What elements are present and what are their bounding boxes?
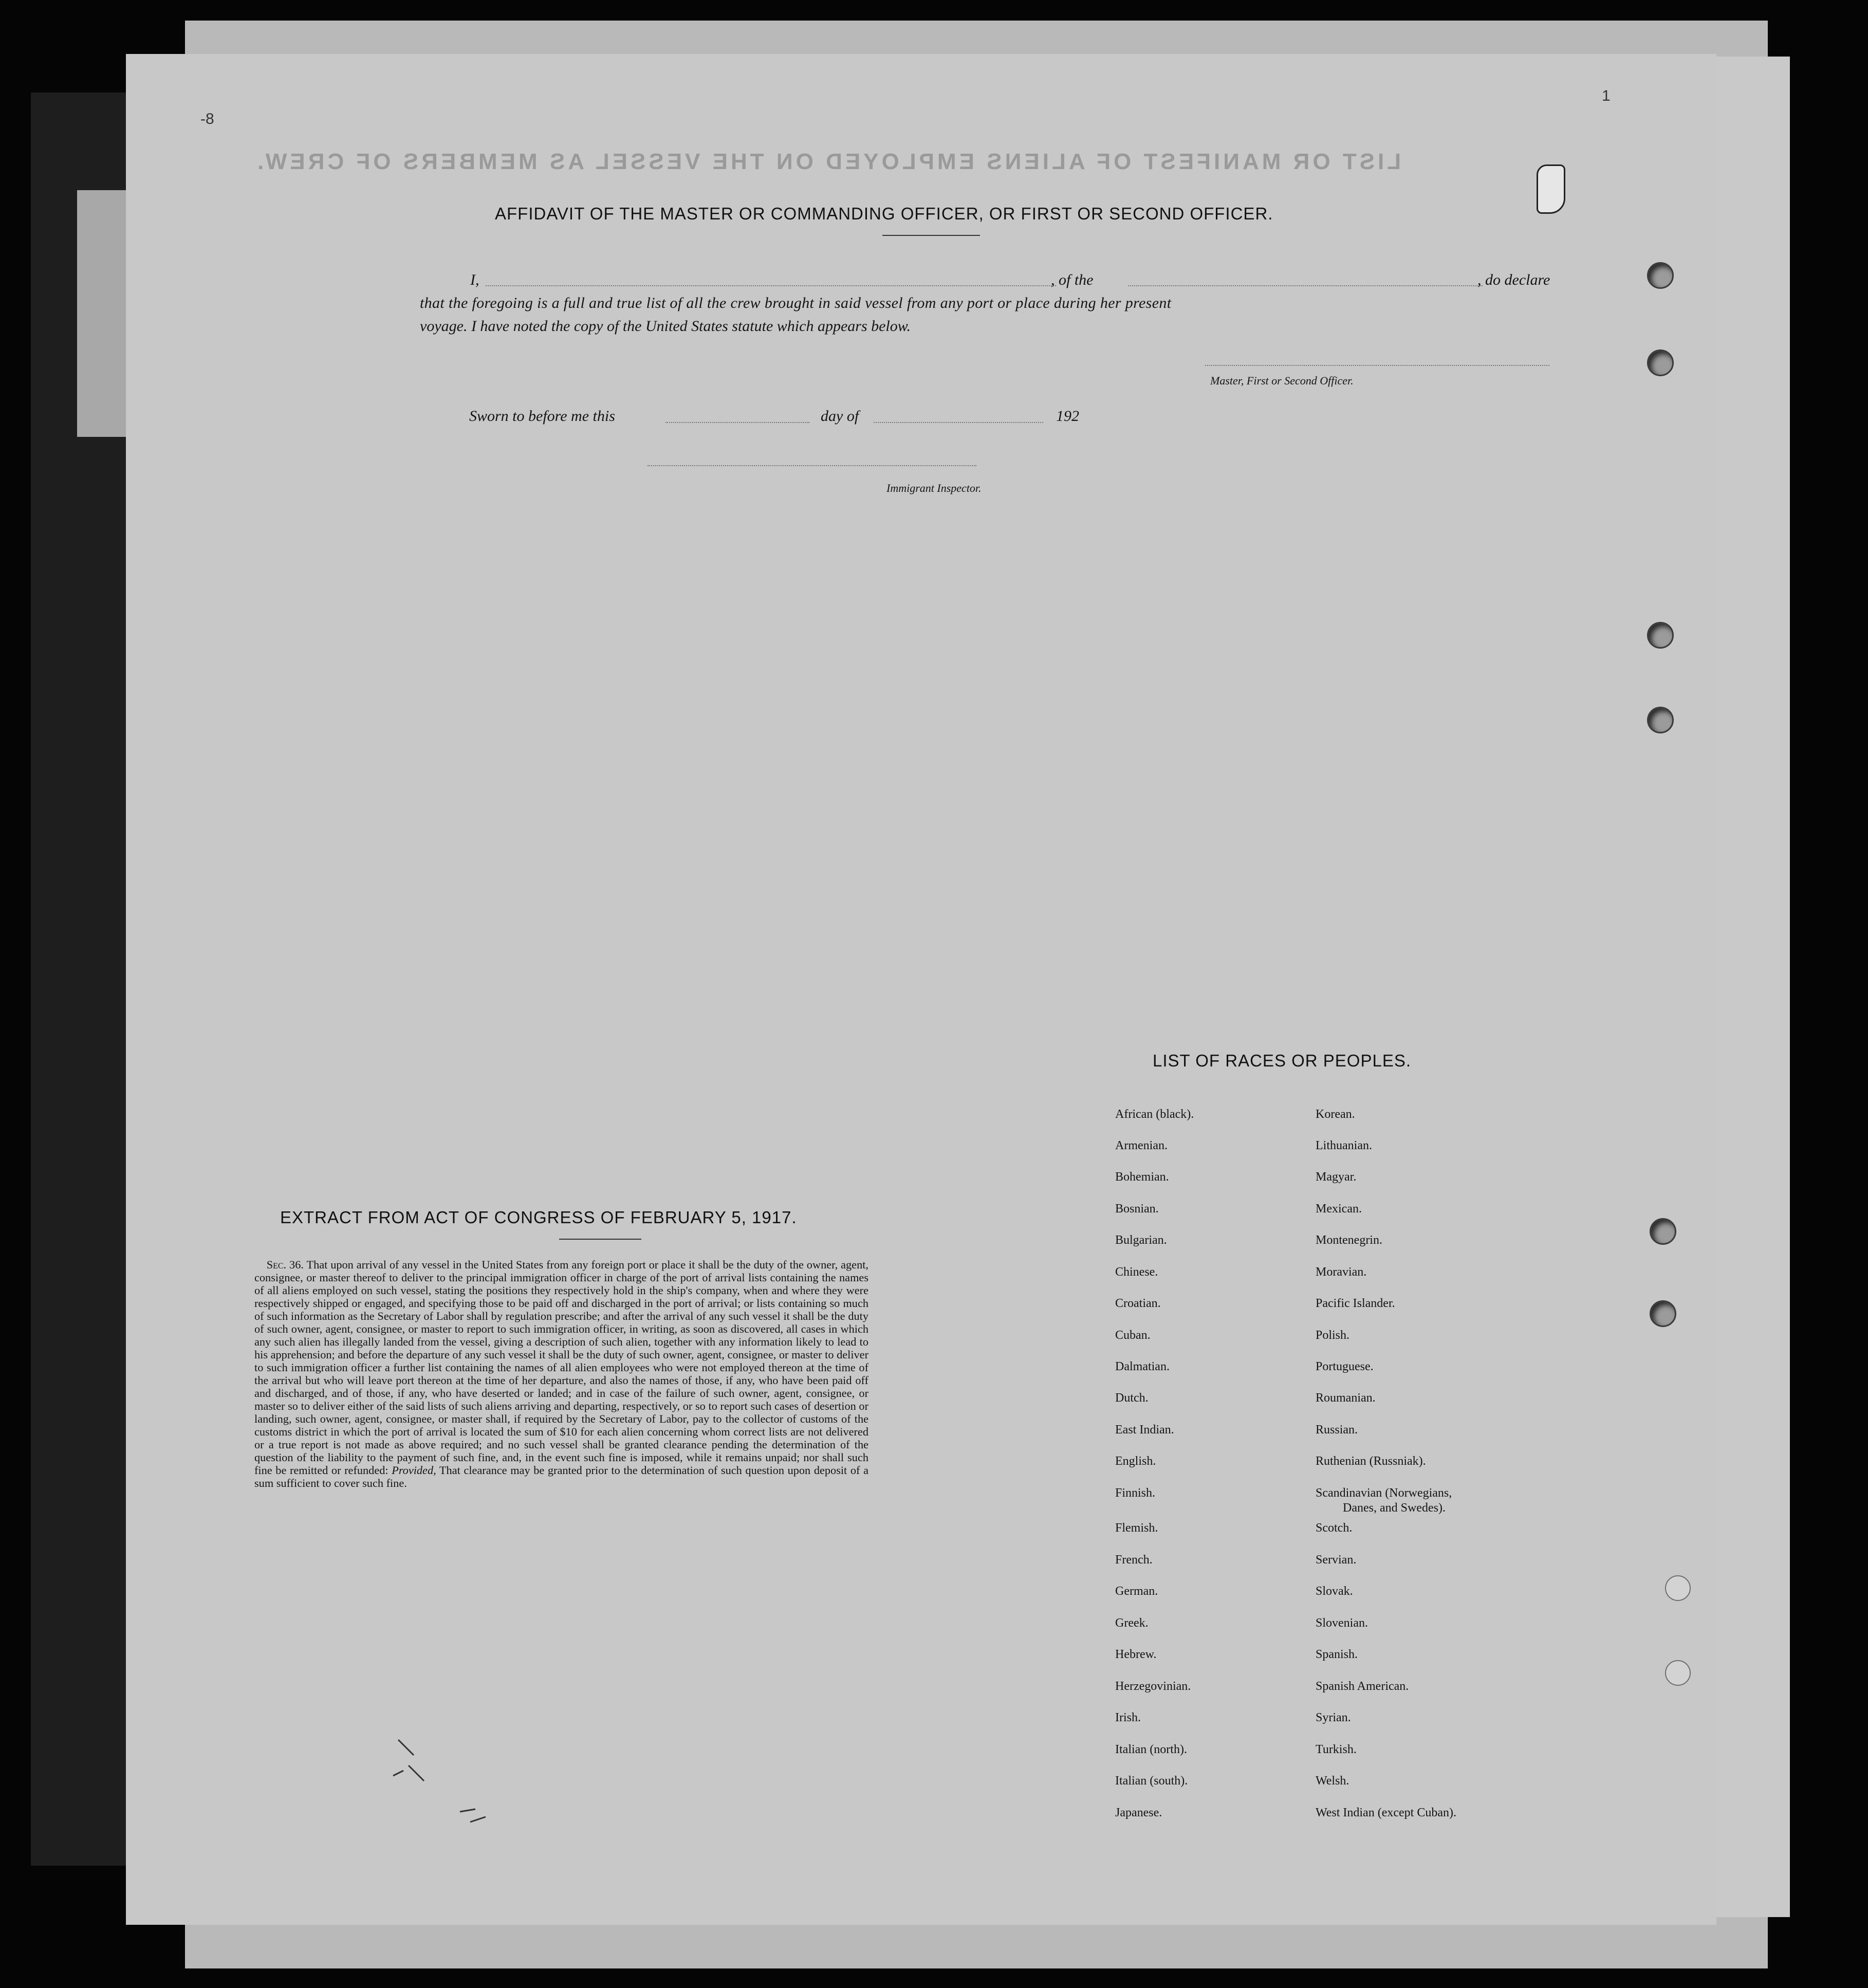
race-item: Greek. [1115,1616,1149,1630]
left-adjacent-page-strip [77,190,128,437]
extract-heading: EXTRACT FROM ACT OF CONGRESS OF FEBRUARY 5, 1917. [280,1208,797,1227]
race-item: Pacific Islander. [1316,1297,1395,1310]
day-of-text: day of [821,408,859,425]
torn-corner-mark [1537,164,1565,214]
races-heading: LIST OF RACES OR PEOPLES. [1153,1051,1412,1070]
declarant-prefix: I, [470,271,479,288]
race-item: Korean. [1316,1108,1355,1121]
race-item: Spanish American. [1316,1680,1409,1693]
race-item: Spanish. [1316,1648,1358,1661]
race-item: Irish. [1115,1711,1141,1724]
race-item: East Indian. [1115,1423,1174,1437]
declaration-line-2: that the foregoing is a full and true list of all the crew brought in said vessel from any port or place during her present [420,294,1172,311]
extract-heading-rule [559,1239,641,1240]
declaration-line-3: voyage. I have noted the copy of the United States statute which appears below. [420,318,911,335]
sworn-month-blank [874,422,1043,423]
race-item: Magyar. [1316,1170,1357,1184]
race-item: Armenian. [1115,1139,1168,1152]
race-item: Ruthenian (Russniak). [1316,1455,1426,1468]
manifest-page [126,54,1716,1925]
race-item: Scotch. [1316,1521,1353,1535]
punch-hole-icon [1665,1660,1691,1686]
punch-hole-icon [1647,262,1674,289]
race-item: Portuguese. [1316,1360,1374,1373]
race-item: Croatian. [1115,1297,1161,1310]
affidavit-heading: AFFIDAVIT OF THE MASTER OR COMMANDING OFFICER, OR FIRST OR SECOND OFFICER. [495,204,1273,223]
punch-hole-icon [1650,1218,1676,1245]
race-item: Mexican. [1316,1202,1362,1216]
race-item: Russian. [1316,1423,1358,1437]
race-item: Italian (north). [1115,1743,1187,1756]
race-item: Bosnian. [1115,1202,1159,1216]
stray-ink-marks [383,1719,537,1873]
race-item: Bohemian. [1115,1170,1169,1184]
race-item: Lithuanian. [1316,1139,1372,1152]
race-item: Italian (south). [1115,1774,1188,1788]
race-item: Slovak. [1316,1585,1353,1598]
race-item: Polish. [1316,1329,1350,1342]
race-item: Dalmatian. [1115,1360,1170,1373]
race-item: Moravian. [1316,1265,1367,1279]
race-item: Scandinavian (Norwegians, [1316,1486,1452,1500]
race-item: Syrian. [1316,1711,1351,1724]
race-item: Slovenian. [1316,1616,1368,1630]
race-item: Roumanian. [1316,1391,1376,1405]
sworn-year-text: 192 [1056,408,1079,425]
inspector-label: Immigrant Inspector. [886,482,982,494]
inspector-signature-blank [648,465,976,466]
race-item: Dutch. [1115,1391,1149,1405]
declarant-name-blank [486,285,1056,286]
sworn-text: Sworn to before me this [469,408,615,425]
signature-blank [1205,365,1549,366]
punch-hole-icon [1647,707,1674,733]
race-item: German. [1115,1585,1158,1598]
race-item: Hebrew. [1115,1648,1157,1661]
race-item: Turkish. [1316,1743,1357,1756]
affidavit-heading-rule [882,235,980,236]
race-item: Bulgarian. [1115,1234,1167,1247]
race-item: Welsh. [1316,1774,1349,1788]
sworn-day-blank [665,422,809,423]
act-body-end: That clearance may be granted prior to the determination of such question upon deposit of a sum sufficient to cover such fine. [254,1464,868,1489]
race-item: Chinese. [1115,1265,1158,1279]
section-label: Sec. 36. [266,1258,304,1271]
race-item: African (black). [1115,1108,1194,1121]
bleed-through-title: LIST OR MANIFEST OF ALIENS EMPLOYED ON THE VESSEL AS MEMBERS OF CREW. [254,149,1401,174]
act-body: That upon arrival of any vessel in the United States from any foreign port or place it shall be the duty of the owner, agent, consignee, or master thereof to deliver to the principal immigration officer in charge of the port of arrival lists containing the names of all aliens employed on such vessel, stating the positions they respectively hold in the ship's company, when and where they were respectively shipped or engaged, and specifying those to be paid off and discharged in the port of arrival; or lists containing so much of such information as the Secretary of Labor shall by regulation prescribe; and after the arrival of any such vessel it shall be the duty of such owner, agent, consignee, or master to report to such immigration officer, in writing, as soon as discovered, all cases in which any such alien has illegally landed from the vessel, giving a description of such alien, together with any information likely to lead to his apprehension; and before the departure of any such vessel it shall be the duty of such owner, agent, consignee, or master to deliver to such immigration officer a further list containing the names of all alien employees who were not employed thereon at the time of the arrival but who will leave port thereon at the time of her departure, and also the names of those, if any, who have been paid off and discharged, and of those, if any, who have deserted or landed; and in case of the failure of such owner, agent, consignee, or master so to deliver either of the said lists of such aliens arriving and departing, respectively, or so to report such cases of desertion or landing, such owner, agent, consignee, or master shall, if required by the Secretary of Labor, pay to the collector of customs of the customs district in which the port of arrival is located the sum of $10 for each alien concerning whom correct lists are not delivered or a true report is not made as above required; and no such vessel shall be granted clearance pending the determination of the question of the liability to the payment of such fine, and, in the event such fine is imposed, while it remains unpaid; nor shall such fine be remitted or refunded: [254,1258,868,1477]
signature-label: Master, First or Second Officer. [1210,374,1354,387]
race-item: Cuban. [1115,1329,1151,1342]
punch-hole-icon [1665,1575,1691,1601]
provided-label: Provided, [392,1464,436,1477]
act-section-36 [254,1258,868,1489]
race-item: Finnish. [1115,1486,1156,1500]
race-item: French. [1115,1553,1153,1567]
punch-hole-icon [1650,1300,1676,1327]
margin-mark-top-right: 1 [1602,87,1611,104]
race-item: West Indian (except Cuban). [1316,1806,1456,1819]
punch-hole-icon [1647,349,1674,376]
race-item: Servian. [1316,1553,1357,1567]
margin-mark-top-left: -8 [200,111,214,127]
race-item: Japanese. [1115,1806,1162,1819]
of-the-text: , of the [1051,271,1094,288]
punch-hole-icon [1647,622,1674,649]
vessel-blank [1128,285,1483,286]
race-item: Flemish. [1115,1521,1158,1535]
do-declare-text: , do declare [1477,271,1550,288]
race-item: Herzegovinian. [1115,1680,1191,1693]
race-item: Montenegrin. [1316,1234,1382,1247]
race-item-continuation: Danes, and Swedes). [1343,1501,1446,1515]
race-item: English. [1115,1455,1156,1468]
